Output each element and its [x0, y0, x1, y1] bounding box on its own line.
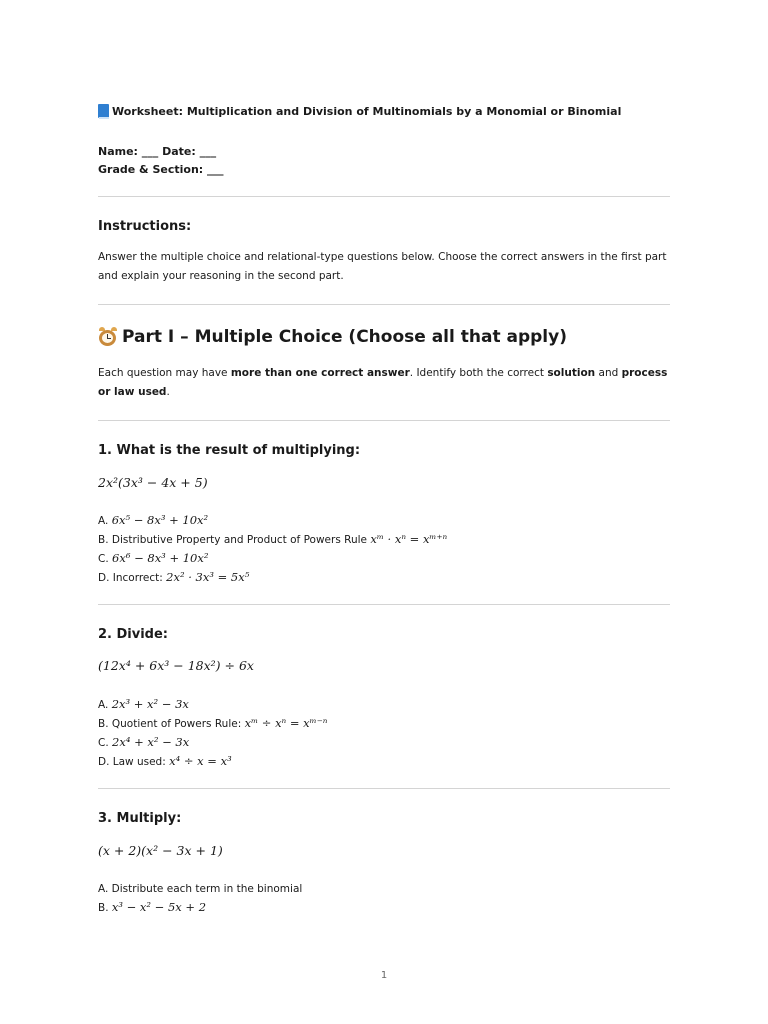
- option-a[interactable]: A. 6x⁵ − 8x³ + 10x²: [98, 513, 209, 527]
- instructions-heading: Instructions:: [98, 219, 192, 234]
- book-icon: [98, 104, 110, 119]
- question-2-options: [98, 695, 327, 771]
- option-a[interactable]: A. 2x³ + x² − 3x: [98, 697, 189, 711]
- page-number: 1: [380, 970, 388, 981]
- question-2-expression: (12x⁴ + 6x³ − 18x²) ÷ 6x: [98, 658, 254, 673]
- question-3-heading: 3. Multiply:: [98, 811, 182, 826]
- option-d[interactable]: D. Incorrect: 2x² · 3x³ = 5x⁵: [98, 570, 250, 584]
- part1-title: [98, 327, 567, 347]
- option-b[interactable]: B. Distributive Property and Product of Powers Rule xᵐ · xⁿ = xᵐ⁺ⁿ: [98, 532, 448, 546]
- student-info: [98, 143, 224, 179]
- divider: [98, 304, 670, 305]
- question-3-options: [98, 879, 302, 917]
- worksheet-title-text: Worksheet: Multiplication and Division of Multinomials by a Monomial or Binomial: [112, 105, 622, 118]
- question-1-expression: 2x²(3x³ − 4x + 5): [98, 475, 208, 490]
- question-3-expression: (x + 2)(x² − 3x + 1): [98, 843, 223, 858]
- instructions-text: Answer the multiple choice and relational-type questions below. Choose the correct answers in the first part and explain your reasoning in the second part.: [98, 251, 667, 282]
- name-date-line: Name: ___ Date: ___: [98, 145, 217, 158]
- divider: [98, 420, 670, 421]
- part1-title-text: Part I – Multiple Choice (Choose all that apply): [122, 327, 567, 347]
- alarm-clock-icon: [98, 327, 118, 347]
- worksheet-title: [98, 104, 621, 119]
- option-b[interactable]: B. Quotient of Powers Rule: xᵐ ÷ xⁿ = xᵐ⁻ⁿ: [98, 716, 328, 730]
- question-1-heading: 1. What is the result of multiplying:: [98, 443, 361, 458]
- grade-section-line: Grade & Section: ___: [98, 163, 224, 176]
- option-c[interactable]: C. 2x⁴ + x² − 3x: [98, 735, 190, 749]
- divider: [98, 196, 670, 197]
- question-1-options: [98, 511, 447, 587]
- divider: [98, 788, 670, 789]
- question-2-heading: 2. Divide:: [98, 627, 169, 642]
- divider: [98, 604, 670, 605]
- option-c[interactable]: C. 6x⁶ − 8x³ + 10x²: [98, 551, 209, 565]
- option-b[interactable]: B. x³ − x² − 5x + 2: [98, 900, 207, 914]
- option-a[interactable]: A. Distribute each term in the binomial: [98, 883, 303, 895]
- part1-intro: Each question may have more than one correct answer. Identify both the correct solution and process or law used.: [98, 367, 668, 398]
- option-d[interactable]: D. Law used: x⁴ ÷ x = x³: [98, 754, 232, 768]
